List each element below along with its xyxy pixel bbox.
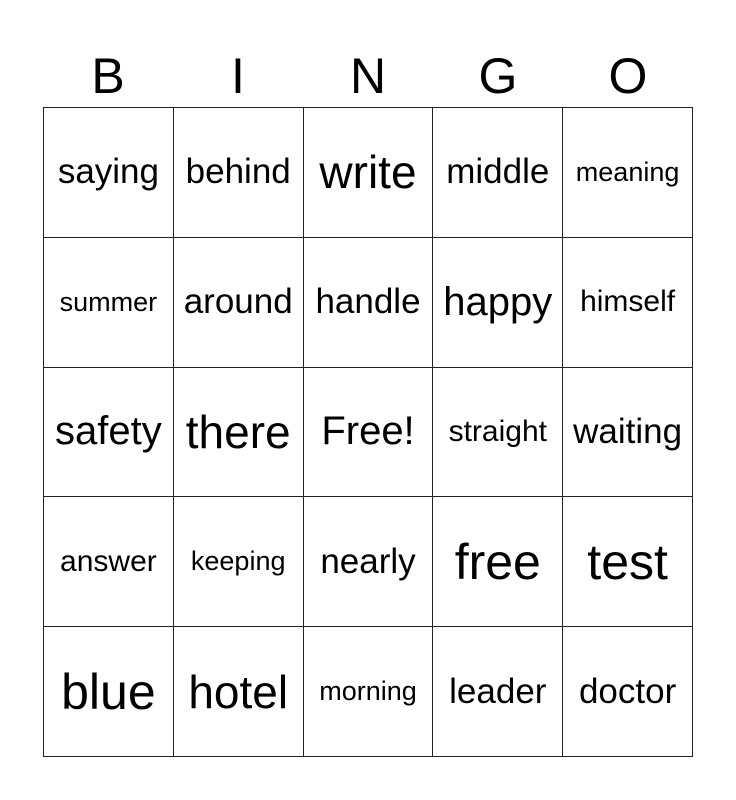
bingo-cell[interactable]: saying [44,108,174,238]
bingo-cell[interactable]: free [433,497,563,627]
bingo-cell[interactable]: blue [44,627,174,757]
bingo-cell[interactable]: middle [433,108,563,238]
bingo-cell[interactable]: waiting [563,368,693,498]
header-letter-i: I [231,48,245,104]
bingo-cell[interactable]: answer [44,497,174,627]
bingo-header [43,44,693,108]
bingo-cell[interactable]: safety [44,368,174,498]
bingo-cell[interactable]: there [174,368,304,498]
bingo-cell[interactable]: doctor [563,627,693,757]
header-letter-g: G [478,48,518,104]
bingo-cell-free-space[interactable]: Free! [304,368,434,498]
header-letter-n: N [349,48,387,104]
bingo-cell[interactable]: meaning [563,108,693,238]
bingo-cell[interactable]: morning [304,627,434,757]
header-letter-b: B [91,48,125,104]
header-letter-o: O [608,48,648,104]
bingo-cell[interactable]: straight [433,368,563,498]
bingo-cell[interactable]: handle [304,238,434,368]
bingo-cell[interactable]: happy [433,238,563,368]
bingo-cell[interactable]: summer [44,238,174,368]
bingo-cell[interactable]: test [563,497,693,627]
bingo-cell[interactable]: himself [563,238,693,368]
bingo-cell[interactable]: around [174,238,304,368]
bingo-cell[interactable]: behind [174,108,304,238]
bingo-cell[interactable]: keeping [174,497,304,627]
bingo-board [43,107,693,757]
bingo-cell[interactable]: write [304,108,434,238]
bingo-cell[interactable]: leader [433,627,563,757]
bingo-cell[interactable]: nearly [304,497,434,627]
bingo-cell[interactable]: hotel [174,627,304,757]
